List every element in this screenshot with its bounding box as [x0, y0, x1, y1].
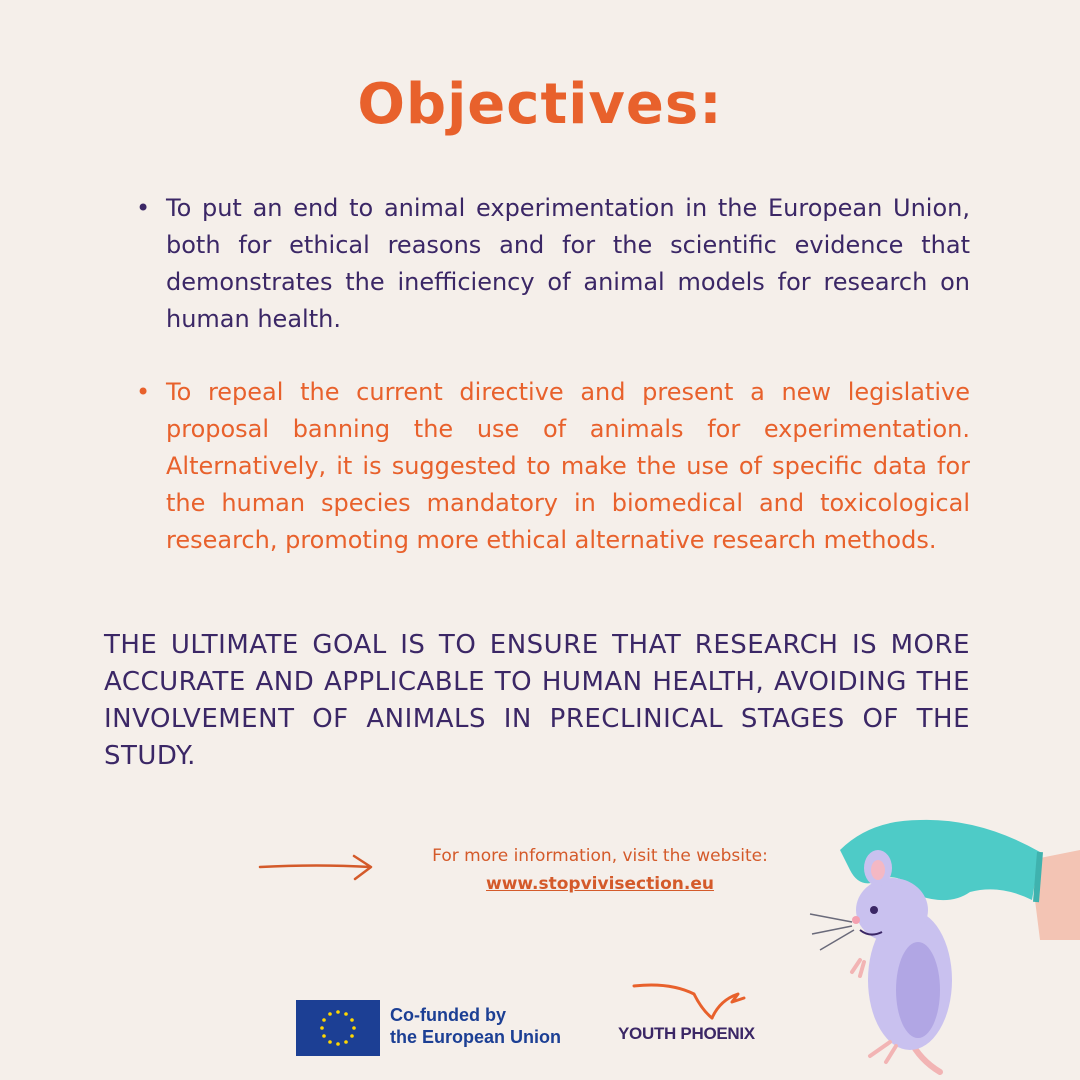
objective-text: To repeal the current directive and present a new legislative proposal banning the use of animals for experimentation. Alternatively, it is suggested to make the use of specific data for the human species mandatory in biomedical and toxicological research, promoting more ethical alternative research methods. [166, 378, 970, 554]
info-text: For more information, visit the website: [432, 846, 768, 866]
objective-text: To put an end to animal experimentation in the European Union, both for ethical reasons and for the scientific evidence that demonstrates the inefficiency of animal models for research on human health. [166, 194, 970, 333]
arrow-right-icon [258, 853, 376, 883]
eu-line1: Co-funded by [390, 1005, 506, 1025]
eu-line2: the European Union [390, 1027, 561, 1047]
website-link[interactable]: www.stopvivisection.eu [486, 874, 714, 894]
objective-item [136, 374, 970, 559]
bullet-dot: • [136, 194, 151, 222]
more-info [380, 842, 820, 898]
objective-item [136, 190, 970, 338]
mouse-in-glove-illustration [800, 810, 1080, 1080]
bullet-dot: • [136, 378, 151, 406]
ultimate-goal-text: THE ULTIMATE GOAL IS TO ENSURE THAT RESEARCH IS MORE ACCURATE AND APPLICABLE TO HUMAN HEALTH, AVOIDING THE INVOLVEMENT OF ANIMALS IN PRECLINICAL STAGES OF THE STUDY. [104, 630, 970, 771]
page-title: Objectives: [357, 72, 723, 137]
phoenix-logo-icon [620, 980, 760, 1024]
eu-cofunded-label [390, 1004, 561, 1048]
youth-phoenix-label: YOUTH PHOENIX [618, 1024, 755, 1043]
objectives-list [136, 190, 970, 559]
eu-flag-icon [296, 1000, 380, 1056]
